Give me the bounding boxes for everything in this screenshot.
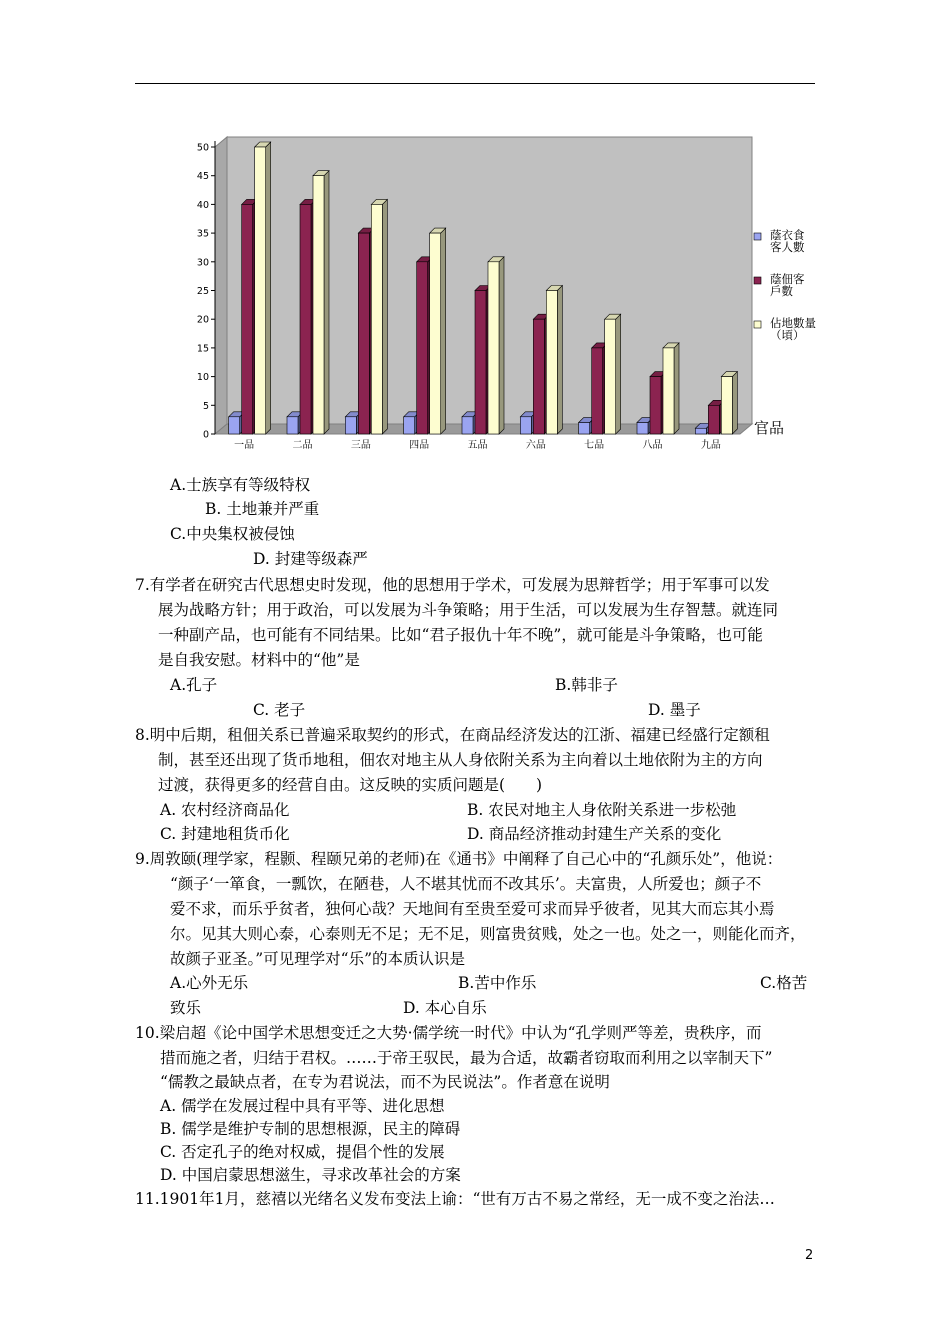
legend-swatch — [754, 321, 761, 328]
bar — [313, 176, 324, 434]
q7-option-b: B.韩非子 — [555, 676, 618, 694]
bar — [546, 291, 557, 435]
q10-option-a: A. 儒学在发展过程中具有平等、进化思想 — [160, 1097, 445, 1115]
q9-option-c: C.格苦 — [760, 974, 808, 992]
q8-stem-line-2: 制，甚至还出现了货币地租，佃农对地主从人身依附关系为主向着以土地依附为主的方向 — [158, 751, 763, 769]
bar — [417, 262, 428, 434]
x-axis-title: 官品 — [754, 419, 785, 437]
q8-option-b: B. 农民对地主人身依附关系进一步松弛 — [467, 801, 737, 819]
q9-stem-line-4: 尔。见其大则心泰，心泰则无不足；无不足，则富贵贫贱，处之一也。处之一，则能化而齐， — [170, 925, 806, 943]
bar — [404, 417, 415, 434]
q10-stem-line-3: “儒教之最缺点者，在专为君说法，而不为民说法”。作者意在说明 — [160, 1073, 610, 1091]
q8-option-d: D. 商品经济推动封建生产关系的变化 — [467, 825, 722, 843]
q10-option-d: D. 中国启蒙思想滋生，寻求改革社会的方案 — [160, 1166, 461, 1184]
q9-stem-line-3: 爱不求，而乐乎贫者，独何心哉？天地间有至贵至爱可求而异乎彼者，见其大而忘其小焉 — [170, 900, 775, 918]
q10-stem-line-1: 10.梁启超《论中国学术思想变迁之大势·儒学统一时代》中认为“孔学则严等差，贵秩序，而 — [135, 1024, 762, 1042]
q9-stem-line-2: “颜子‘一箪食，一瓢饮，在陋巷，人不堪其忧而不改其乐’。夫富贵，人所爱也；颜子不 — [170, 875, 762, 893]
q10-stem-line-2: 措而施之者，归结于君权。……于帝王驭民，最为合适，故霸者窃取而利用之以宰制天下” — [160, 1049, 773, 1067]
bar — [229, 417, 240, 434]
q7-option-c: C. 老子 — [253, 701, 306, 719]
q7-option-d: D. 墨子 — [648, 701, 701, 719]
x-tick-label: 一品 — [234, 440, 255, 451]
officials-privilege-bar-chart — [170, 132, 850, 457]
q7-stem-line-2: 展为战略方针；用于政治，可以发展为斗争策略；用于生活，可以发展为生存智慧。就连同 — [158, 601, 779, 619]
x-tick-label: 六品 — [525, 440, 546, 451]
q11-stem-line-1: 11.1901年1月，慈禧以光绪名义发布变法上谕：“世有万古不易之常经，无一成不变之治法… — [135, 1190, 775, 1208]
q9-option-d: D. 本心自乐 — [403, 999, 487, 1017]
q8-option-a: A. 农村经济商品化 — [160, 801, 290, 819]
legend-label: 蔭衣食 — [770, 228, 805, 242]
bar-side — [382, 199, 387, 434]
header-rule — [135, 83, 815, 84]
bar-side — [732, 372, 737, 434]
q10-option-c: C. 否定孔子的绝对权威，提倡个性的发展 — [160, 1143, 445, 1161]
x-tick-label: 八品 — [642, 440, 663, 451]
bar — [592, 348, 603, 434]
q10-option-b: B. 儒学是维护专制的思想根源，民主的障碍 — [160, 1120, 461, 1138]
page-number: 2 — [805, 1248, 814, 1263]
bar — [287, 417, 298, 434]
y-tick-label: 50 — [196, 142, 209, 154]
bar — [520, 417, 531, 434]
bar-side — [674, 343, 679, 434]
bar — [358, 233, 369, 434]
x-tick-label: 五品 — [467, 440, 488, 451]
bar-side — [441, 228, 446, 434]
x-tick-label: 三品 — [350, 440, 371, 451]
x-tick-label: 七品 — [584, 440, 605, 451]
bar — [695, 428, 706, 434]
q6-option-c: C.中央集权被侵蚀 — [170, 525, 295, 543]
q9-stem-line-5: 故颜子亚圣。”可见理学对“乐”的本质认识是 — [170, 950, 466, 968]
q6-option-b: B. 土地兼并严重 — [205, 500, 320, 518]
bar — [637, 423, 648, 434]
bar — [533, 319, 544, 434]
q9-stem-line-1: 9.周敦颐(理学家，程颢、程颐兄弟的老师)在《通书》中阐释了自己心中的“孔颜乐处”，他说： — [135, 850, 783, 868]
bar-side — [266, 142, 271, 434]
bar — [579, 423, 590, 434]
bar — [255, 147, 266, 434]
bar-side — [324, 171, 329, 434]
legend-label: 客人數 — [770, 240, 805, 254]
legend-label: 佔地數量 — [770, 316, 816, 330]
y-tick-label: 10 — [196, 372, 209, 384]
legend-swatch — [754, 233, 761, 240]
y-tick-label: 5 — [202, 400, 209, 412]
q8-stem-line-3: 过渡，获得更多的经营自由。这反映的实质问题是( ) — [158, 776, 543, 794]
y-tick-label: 15 — [196, 343, 209, 355]
x-tick-label: 四品 — [409, 440, 430, 451]
bar — [650, 377, 661, 434]
bar — [488, 262, 499, 434]
bar — [462, 417, 473, 434]
bar — [345, 417, 356, 434]
q8-option-c: C. 封建地租货币化 — [160, 825, 290, 843]
y-tick-label: 20 — [196, 314, 209, 326]
bar — [475, 291, 486, 435]
y-tick-label: 25 — [196, 286, 209, 297]
bar — [605, 319, 616, 434]
y-tick-label: 40 — [196, 199, 209, 211]
y-tick-label: 35 — [196, 228, 209, 240]
bar — [371, 204, 382, 434]
bar — [430, 233, 441, 434]
q7-stem-line-4: 是自我安慰。材料中的“他”是 — [158, 651, 360, 669]
q7-stem-line-1: 7.有学者在研究古代思想史时发现，他的思想用于学术，可发展为思辩哲学；用于军事可以发 — [135, 576, 770, 594]
y-tick-label: 45 — [196, 171, 209, 183]
q6-option-d: D. 封建等级森严 — [253, 550, 368, 568]
y-tick-label: 0 — [202, 429, 209, 441]
bar — [242, 204, 253, 434]
bar — [721, 377, 732, 434]
bar — [663, 348, 674, 434]
bar — [300, 204, 311, 434]
bar-side — [616, 314, 621, 434]
legend-label: 戶數 — [770, 284, 793, 298]
chart-side-wall — [215, 137, 227, 434]
y-tick-label: 30 — [196, 257, 209, 269]
q6-option-a: A.士族享有等级特权 — [170, 476, 311, 494]
q8-stem-line-1: 8.明中后期，租佃关系已普遍采取契约的形式，在商品经济发达的江浙、福建已经盛行定额租 — [135, 726, 770, 744]
bar — [708, 405, 719, 434]
legend-label: （頃） — [770, 328, 805, 342]
q7-option-a: A.孔子 — [170, 676, 218, 694]
q9-option-a: A.心外无乐 — [170, 974, 249, 992]
bar-side — [499, 257, 504, 434]
legend-swatch — [754, 277, 761, 284]
x-tick-label: 二品 — [292, 440, 313, 451]
q7-stem-line-3: 一种副产品，也可能有不同结果。比如“君子报仇十年不晚”，就可能是斗争策略，也可能 — [158, 626, 763, 644]
x-tick-label: 九品 — [700, 440, 721, 451]
q9-option-b: B.苦中作乐 — [458, 974, 537, 992]
legend-label: 蔭佃客 — [770, 272, 805, 286]
bar-side — [557, 286, 562, 435]
q9-option-c-continued: 致乐 — [170, 999, 202, 1017]
